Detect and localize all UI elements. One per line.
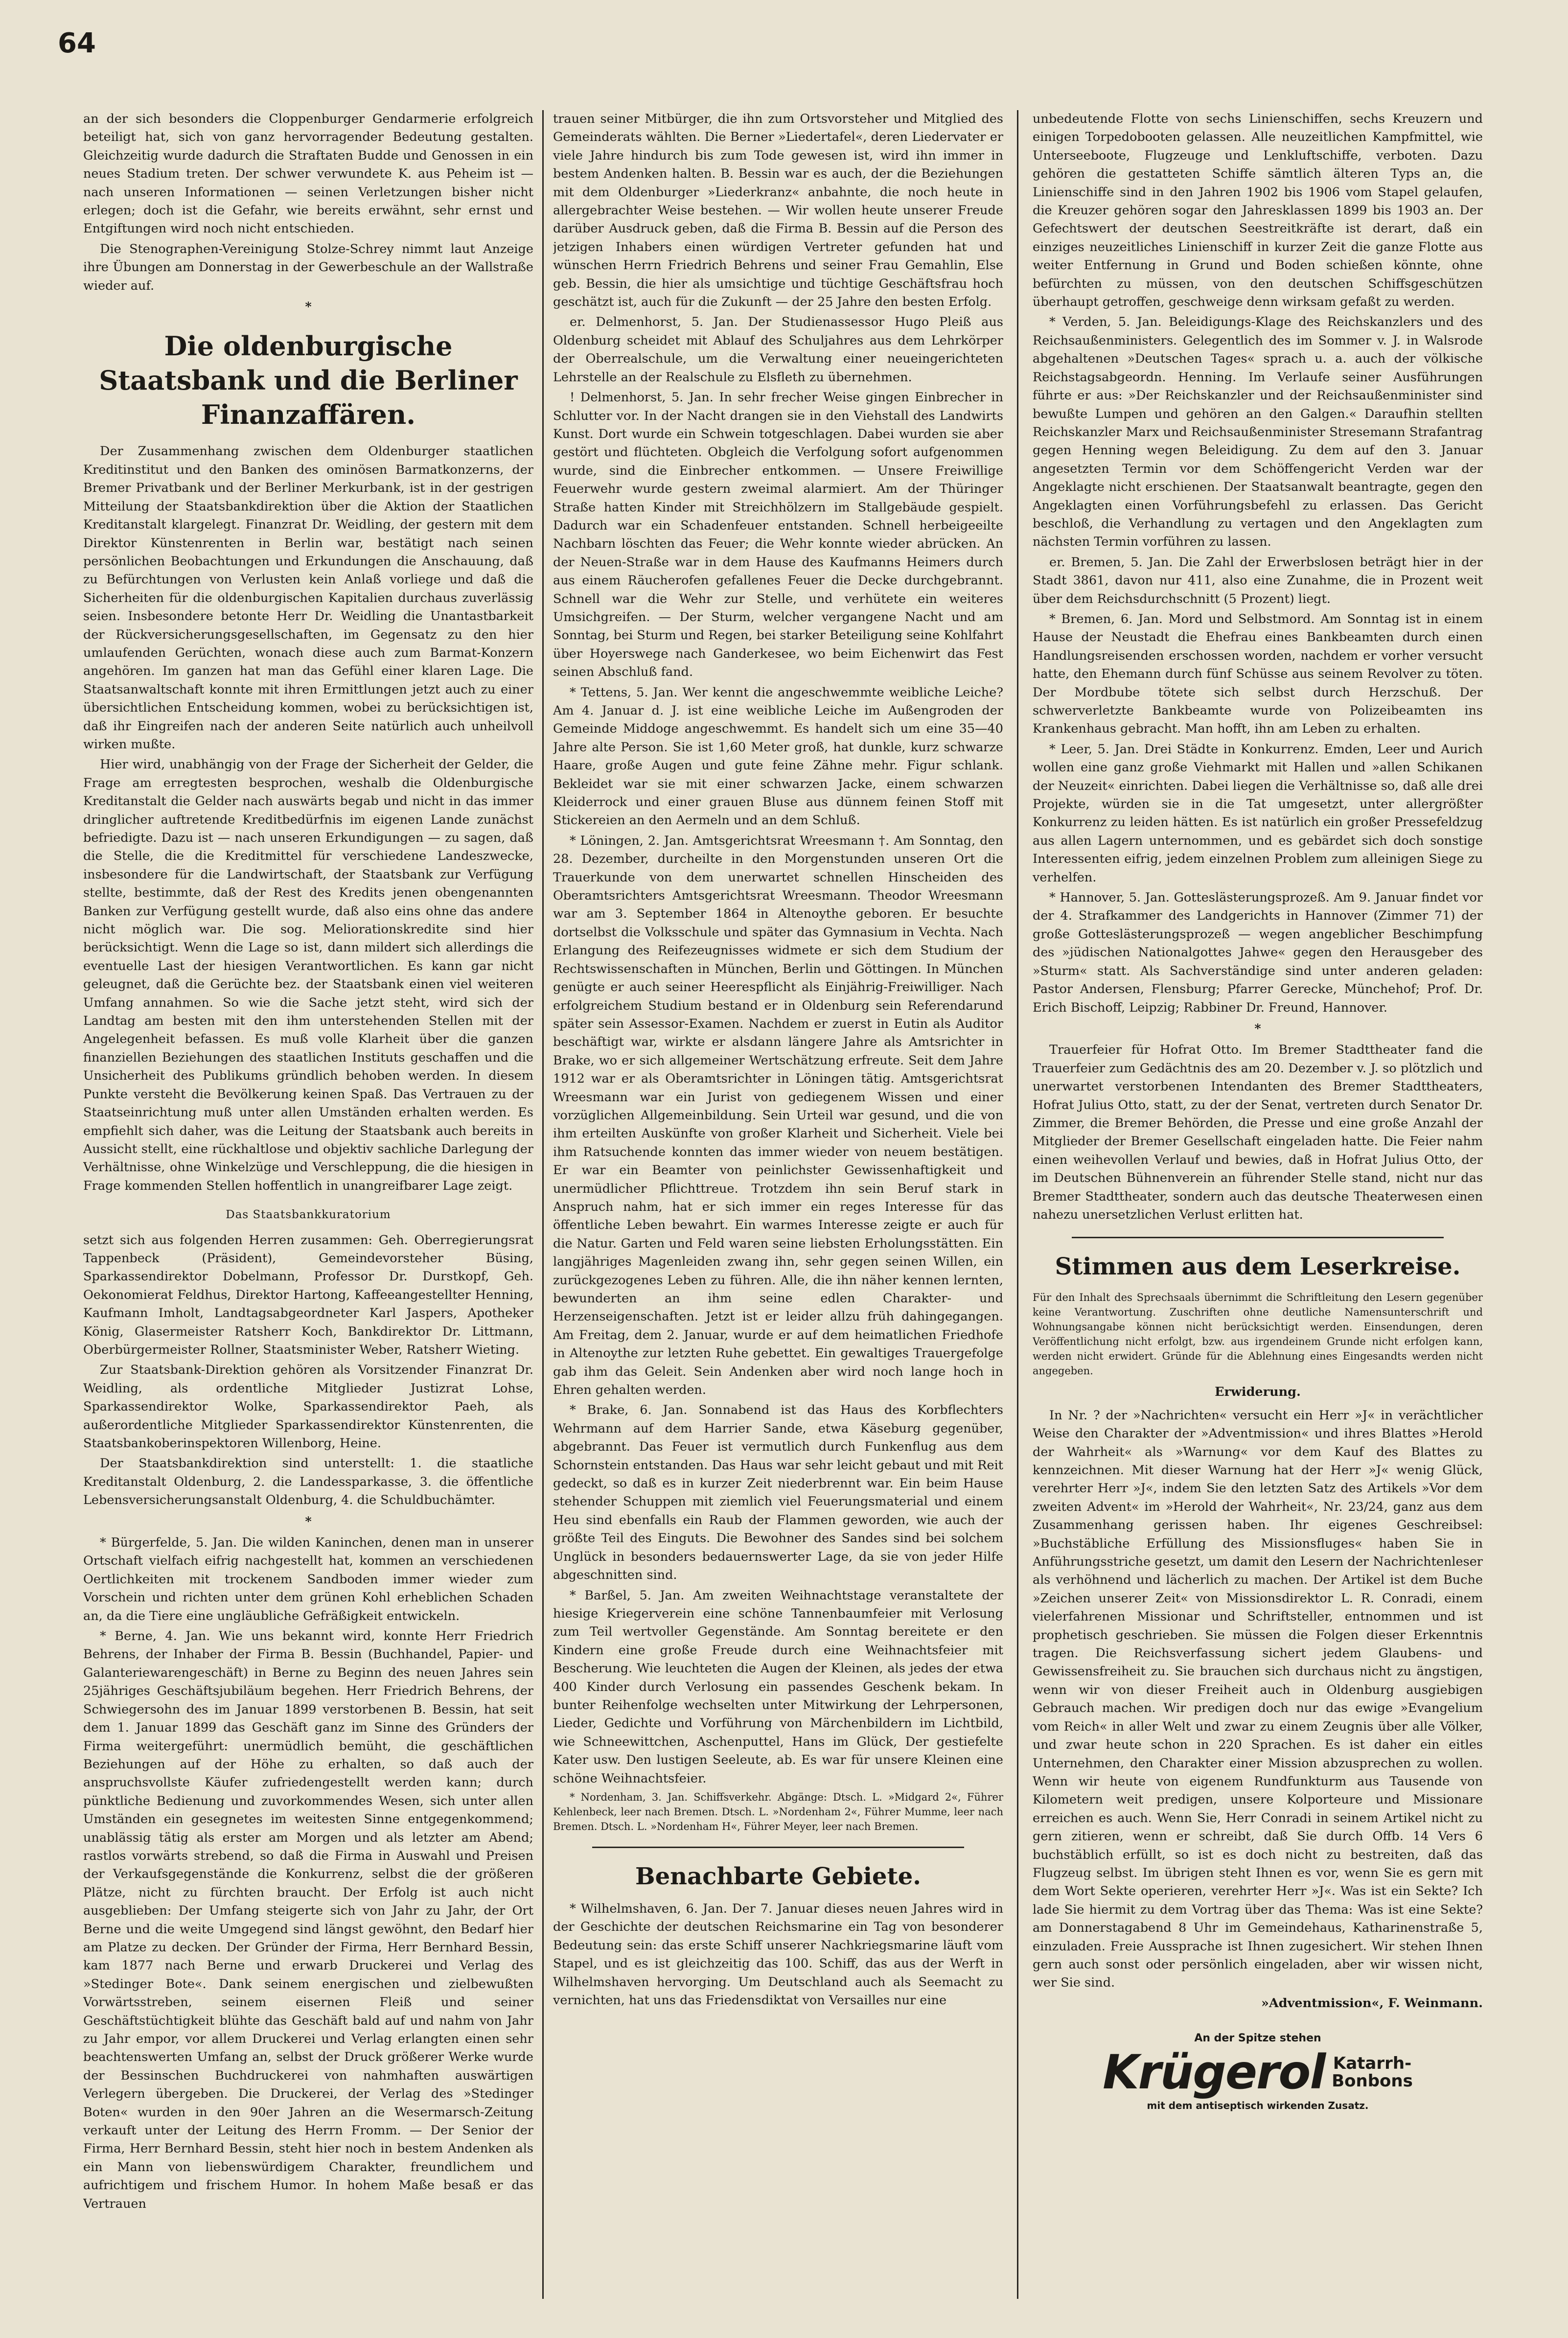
ad-product bbox=[1332, 2055, 1413, 2090]
news-item: * Bürgerfelde, 5. Jan. Die wilden Kaninchen, denen man in unserer Ortschaft vielfach eifrig nachgestellt hat, kommen an verschiedenen Oertlichkeiten mit trockenem Sandboden immer wieder zum Vorschein und richten unter dem grünen Kohl erheblichen Schaden an, da die Tiere eine ungläubliche Gefräßigkeit entwickeln. bbox=[83, 1535, 533, 1623]
separator-star: * bbox=[305, 300, 312, 315]
news-item: * Löningen, 2. Jan. Amtsgerichtsrat Wreesmann †. Am Sonntag, den 28. Dezember, durcheilte in den Morgenstunden unseren Ort die Trauerkunde von dem unerwartet schnellen Hinscheiden des Oberamtsrichters Amtsgerichtsrat Wreesmann. Theodor Wreesmann war am 3. September 1864 in Altenoythe geboren. Er besuchte dortselbst die Volksschule und später das Gymnasium in Vechta. Nach Erlangung des Reifezeugnisses widmete er sich dem Studium der Rechtswissenschaften in München, Berlin und Göttingen. In München genügte er auch seiner Heerespflicht als Einjährig-Freiwilliger. Nach erfolgreichem Studium bestand er in Oldenburg sein Referendarund später sein Assessor-Examen. Nachdem er zuerst in Eutin als Auditor beschäftigt war, wirkte er alsdann längere Jahre als Amtsrichter in Brake, wo er sich allgemeiner Wertschätzung erfreute. Seit dem Jahre 1912 war er als Oberamtsrichter in Löningen tätig. Amtsgerichtsrat Wreesmann war ein Jurist von gediegenem Wissen und einer vorzüglichen Allgemeinbildung. Sein Urteil war gesund, und die von ihm erteilten Auskünfte von großer Klarheit und Sicherheit. Viele bei ihm Ratsuchende konnten das immer wieder von neuem bestätigen. Er war ein Beamter von peinlichster Gewissenhaftigkeit und unermüdlicher Pflichttreue. Trotzdem ihn sein Beruf stark in Anspruch nahm, hat er sich immer ein reges Interesse für das öffentliche Leben bewahrt. Ein warmes Interesse zeigte er auch für die Natur. Garten und Feld waren seine liebsten Erholungsstätten. Ein langjähriges Magenleiden zwang ihn, sehr gegen seinen Willen, ein zurückgezogenes Leben zu führen. Alle, die ihn näher kennen lernten, bewunderten an ihm seine edlen Charakter- und Herzenseigenschaften. Jetzt ist er leider allzu früh dahingegangen. Am Freitag, dem 2. Januar, wurde er auf dem heimatlichen Friedhofe in Altenoythe zur letzten Ruhe gebettet. Ein gewaltiges Trauergefolge gab ihm das Geleit. Sein Andenken aber wird noch lange hoch in Ehren gehalten werden. bbox=[553, 833, 1003, 1398]
news-item: * Berne, 4. Jan. Wie uns bekannt wird, konnte Herr Friedrich Behrens, der Inhaber der Firma B. Bessin (Buchhandel, Papier- und Galanteriewarengeschäft) in Berne zu Beginn des neuen Jahres sein 25jähriges Geschäftsjubiläum begehen. Herr Friedrich Behrens, der Schwiegersohn des im Januar 1899 verstorbenen B. Bessin, hat seit dem 1. Januar 1899 das Geschäft ganz im Sinne des Gründers der Firma weitergeführt: unermüdlich bemüht, die geschäftlichen Beziehungen auf der Höhe zu erhalten, so daß auch der anspruchsvollste Käufer zufriedengestellt werden kann; durch pünktliche Bedienung und zuvorkommendes Wesen, sich unter allen Umständen ein gesegnetes im weitesten Sinne entgegenkommend; unablässig tätig als erster am Morgen und als letzter am Abend; rastlos vorwärts strebend, so daß die Firma in Auswahl und Preisen der Verkaufsgegenstände die Konkurrenz, selbst die der größeren Plätze, nicht zu fürchten braucht. Der Erfolg ist auch nicht ausgeblieben: Der Umfang steigerte sich von Jahr zu Jahr, der Ort Berne und die weite Umgegend sind längst gewöhnt, den Bedarf hier am Platze zu decken. Der Gründer der Firma, Herr Bernhard Bessin, kam 1877 nach Berne und erwarb Druckerei und Verlag des »Stedinger Bote«. Dank seinem energischen und zielbewußten Vorwärtsstreben, seinem eisernen Fleiß und seiner Geschäftstüchtigkeit blühte das Geschäft bald auf und nahm von Jahr zu Jahr empor, vor allem Druckerei und Verlag erlangten einen sehr beachtenswerten Umfang an, selbst der Druck größerer Werke wurde der Bessinschen Buchdruckerei von nahmhaften auswärtigen Verlegern übergeben. Die Druckerei, der Verlag des »Stedinger Boten« wurden in den 90er Jahren an die Wesermarsch-Zeitung verkauft unter der Leitung des Herrn Fromm. — Der Senior der Firma, Herr Bernhard Bessin, steht hier noch in bestem Andenken als ein Mann von liebenswürdigem Charakter, freundlichem und aufrichtigem und frischem Humor. In hohem Maße besaß er das Vertrauen bbox=[83, 1629, 533, 2211]
ad-product-line: Katarrh- bbox=[1333, 2053, 1412, 2073]
ad-brand-row bbox=[1101, 2044, 1414, 2100]
section-divider bbox=[592, 1847, 964, 1848]
letter-body: In Nr. ? der »Nachrichten« versucht ein Herr »J« in verächtlicher Weise den Charakter der »Adventmission« und ihres Blattes »Herold der Wahrheit« als »Warnung« vor dem Kauf des Blattes zu kennzeichnen. Mit dieser Warnung hat der Herr »J« wenig Glück, verehrter Herr »J«, indem Sie den letzten Satz des Artikels »Vor dem zweiten Advent« im »Herold der Wahrheit«, Nr. 23/24, ganz aus dem Zusammenhang gerissen haben. Ihr eigenes Geschreibsel: »Buchstäbliche Erfüllung des Missionsfluges« haben Sie in Anführungsstriche gesetzt, um damit den Lesern der Nachrichtenleser als verhöhnend und lächerlich zu machen. Der Artikel ist dem Buche »Zeichen unserer Zeit« von Missionsdirektor L. R. Conradi, einem vielerfahrenen Missionar und Schriftsteller, entnommen und ist prophetisch geschrieben. Sie müssen die Folgen dieser Erkenntnis tragen. Die Reichsverfassung sichert jedem Glaubens- und Gewissensfreiheit zu. Sie brauchen sich durchaus nicht zu ängstigen, wenn wir von dieser Freiheit auch in Oldenburg ausgiebigen Gebrauch machen. Wir predigen doch nur das ewige »Evangelium vom Reich« in aller Welt und zwar zu einem Zeugnis über alle Völker, und zwar heute schon in 220 Sprachen. Es ist daher ein eitles Unternehmen, den Charakter einer Mission abzusprechen zu wollen. Wenn wir heute von eigenem Rundfunkturm aus Tausende von Kilometern weit predigen, unsere Kolporteure und Missionare erreichen es auch. Wenn Sie, Herr Conradi in seinem Artikel nicht zu gern zitieren, wenn er schreibt, daß Sie durch Offb. 14 Vers 6 buchstäblich erfüllt, so ist es doch nicht zu bestreiten, daß das Flugzeug selbst. Im übrigen steht Ihnen es vor, wenn Sie es gern mit dem Wort Sekte operieren, verehrter Herr »J«. Was ist ein Sekte? Ich lade Sie hiermit zu dem Vortrag über das Thema: Was ist eine Sekte? am Donnerstagabend 8 Uhr im Gemeindehaus, Katharinenstraße 5, einzuladen. Freie Aussprache ist Ihnen zugesichert. Wir stehen Ihnen gern auch sonst oder persönlich eingeladen, aber wir wissen nicht, wer Sie sind. bbox=[1033, 1408, 1483, 1991]
news-item: * Leer, 5. Jan. Drei Städte in Konkurrenz. Emden, Leer und Aurich wollen eine ganz große Viehmarkt mit Hallen und »allen Schikanen der Neuzeit« einrichten. Dabei liegen die Verhältnisse so, daß alle drei Projekte, würden sie in die Tat umgesetzt, unter allergrößter Konkurrenz zu leiden hätten. Es ist natürlich ein großer Pressefeldzug aus allen Lagern unternommen, und es gebärdet sich doch sonstige Interessenten eifrig, jedem einzelnen Problem zum alleinigen Siege zu verhelfen. bbox=[1033, 741, 1483, 885]
disclaimer: Für den Inhalt des Sprechsaals übernimmt die Schriftleitung den Lesern gegenüber keine Verantwortung. Zuschriften ohne deutliche Namensunterschrift und Wohnungsangabe können nicht berücksichtigt werden. Einsendungen, deren Veröffentlichung nicht erfolgt, bzw. aus irgendeinem Grunde nicht erfolgen kann, werden nicht erwidert. Gründe für die Ablehnung eines Eingesandts werden nicht angegeben. bbox=[1033, 1292, 1483, 1377]
column-rule bbox=[542, 110, 544, 2299]
section-divider bbox=[1072, 1237, 1444, 1238]
column-rule bbox=[1017, 110, 1018, 2299]
news-item: ! Delmenhorst, 5. Jan. In sehr frecher Weise gingen Einbrecher in Schlutter vor. In der Nacht drangen sie in den Viehstall des Landwirts Kunst. Dort wurde ein Schwein totgeschlagen. Dabei wurden sie aber gestört und flüchteten. Obgleich die Verfolgung sofort aufgenommen wurde, sind die Einbrecher entkommen. — Unsere Freiwillige Feuerwehr wurde gestern zweimal alarmiert. Am der Thüringer Straße hatten Kinder mit Streichhölzern im Stallgebäude gespielt. Dadurch war ein Schadenfeuer entstanden. Schnell herbeigeeilte Nachbarn löschten das Feuer; die Wehr konnte wieder abrücken. An der Neuen-Straße war in dem Hause des Kaufmanns Heimers durch aus einem Räucherofen gefallenes Feuer die Decke durchgebrannt. Schnell war die Wehr zur Stelle, und verhütete ein weiteres Umsichgreifen. — Der Sturm, welcher vergangene Nacht und am Sonntag, bei Sturm und Regen, bei starker Beteiligung seine Kohlfahrt über Hoyerswege nach Ganderkesee, wo beim Eichenwirt das Fest seinen Abschluß fand. bbox=[553, 390, 1003, 680]
news-item: * Nordenham, 3. Jan. Schiffsverkehr. Abgänge: Dtsch. L. »Midgard 2«, Führer Kehlenbeck, leer nach Bremen. Dtsch. L. »Nordenham 2«, Führer Mumme, leer nach Bremen. Dtsch. L. »Nordenham H«, Führer Meyer, leer nach Bremen. bbox=[553, 1791, 1003, 1832]
news-item: er. Delmenhorst, 5. Jan. Der Studienassessor Hugo Pleiß aus Oldenburg scheidet mit Ablauf des Schuljahres aus dem Lehrkörper der Oberrealschule, um die Verwaltung einer neueingerichteten Lehrstelle an der Realschule zu Elsfleth zu übernehmen. bbox=[553, 315, 1003, 385]
letter-signature: »Adventmission«, F. Weinmann. bbox=[1261, 1995, 1483, 2011]
article-paragraph: Der Staatsbankdirektion sind unterstellt: 1. die staatliche Kreditanstalt Oldenburg, 2. die Landessparkasse, 3. die öffentliche Lebensversicherungsanstalt Oldenburg, 4. die Schuldbuchämter. bbox=[83, 1456, 533, 1508]
article-paragraph: Zur Staatsbank-Direktion gehören als Vorsitzender Finanzrat Dr. Weidling, als ordentliche Mitglieder Justizrat Lohse, Sparkassendirektor Wolke, Sparkassendirektor Paeh, als außerordentliche Mitglieder Sparkassendirektor Künstenrenten, die Staatsbankoberinspektoren Willenborg, Heine. bbox=[83, 1363, 533, 1451]
news-item: * Hannover, 5. Jan. Gotteslästerungsprozeß. Am 9. Januar findet vor der 4. Strafkammer des Landgerichts in Hannover (Zimmer 71) der große Gotteslästerungsprozeß — wegen angeblicher Beschimpfung des »jüdischen Nationalgottes Jahwe« gegen den Herausgeber des »Sturm« statt. Als Sachverständige sind unter anderen geladen: Pastor Andersen, Flensburg; Pfarrer Gerecke, Münchehof; Prof. Dr. Erich Bischoff, Leipzig; Rabbiner Dr. Freund, Hannover. bbox=[1033, 890, 1483, 1015]
notice-paragraph: Die Stenographen-Vereinigung Stolze-Schrey nimmt laut Anzeige ihre Übungen am Donnerstag in der Gewerbeschule an der Wallstraße wieder auf. bbox=[83, 241, 533, 293]
news-item: * Bremen, 6. Jan. Mord und Selbstmord. Am Sonntag ist in einem Hause der Neustadt die Ehefrau eines Bankbeamten durch einen Handlungsreisenden erschossen worden, nachdem er vorher versucht hatte, den Ehemann durch fünf Schüsse aus seinem Revolver zu töten. Der Mordbube tötete sich selbst durch Herzschuß. Der schwerverletzte Bankbeamte wurde von Polizeibeamten ins Krankenhaus gebracht. Man hofft, ihn am Leben zu erhalten. bbox=[1033, 611, 1483, 737]
article-paragraph: an der sich besonders die Cloppenburger Gendarmerie erfolgreich beteiligt hat, sich von ganz hervorragender Bedeutung gestalten. Gleichzeitig wurde dadurch die Straftaten Budde und Genossen in ein neues Stadium treten. Der schwer verwundete K. aus Peheim ist — nach unseren Informationen — seinen Verletzungen bisher nicht erlegen; doch ist die Gefahr, wie bereits erwähnt, sehr ernst und Entgiftungen wird noch nicht entschieden. bbox=[83, 112, 533, 236]
article-paragraph: trauen seiner Mitbürger, die ihn zum Ortsvorsteher und Mitglied des Gemeinderats wählten. Die Berner »Liedertafel«, deren Liedervater er viele Jahre hindurch bis zum Tode gewesen ist, wird ihn immer in bestem Andenken halten. B. Bessin war es auch, der die Beziehungen mit dem Oldenburger »Liederkranz« anbahnte, die noch heute in allergebrachter Weise bestehen. — Wir wollen heute unserer Freude darüber Ausdruck geben, daß die Firma B. Bessin auf die Person des jetzigen Inhabers einen würdigen Vertreter gefunden hat und wünschen Herrn Friedrich Behrens und seiner Frau Gemahlin, Else geb. Bessin, die hier als umsichtige und tüchtige Geschäftsfrau hoch geschätzt ist, auch für die Zukunft — der 25 Jahre den besten Erfolg. bbox=[553, 112, 1003, 310]
separator-star: * bbox=[1254, 1021, 1261, 1036]
column-1 bbox=[83, 110, 533, 2309]
news-item: er. Bremen, 5. Jan. Die Zahl der Erwerbslosen beträgt hier in der Stadt 3861, davon nur 411, also eine Zunahme, die in Prozent weit über dem Reichsdurchschnitt (5 Prozent) liegt. bbox=[1033, 555, 1483, 606]
advertisement-kruegerol bbox=[1101, 2029, 1414, 2115]
ad-brand-name: Krügerol bbox=[1103, 2044, 1325, 2100]
headline-leserkreise: Stimmen aus dem Leserkreise. bbox=[1055, 1253, 1461, 1281]
news-item: * Wilhelmshaven, 6. Jan. Der 7. Januar dieses neuen Jahres wird in der Geschichte der deutschen Reichsmarine ein Tag von besonderer Bedeutung sein: das erste Schiff unserer Nachkriegsmarine läuft vom Stapel, und es ist gleichzeitig das 100. Schiff, das aus der Werft in Wilhelmshaven hervorging. Um Deutschland auch als Seemacht zu vernichten, hat uns das Friedensdiktat von Versailles nur eine bbox=[553, 1901, 1003, 2008]
headline-benachbarte-gebiete: Benachbarte Gebiete. bbox=[635, 1862, 921, 1890]
news-item: * Brake, 6. Jan. Sonnabend ist das Haus des Korbflechters Wehrmann auf dem Harrier Sande, etwa Käseburg gegenüber, abgebrannt. Das Feuer ist vermutlich durch Funkenflug aus dem Schornstein entstanden. Das Haus war sehr leicht gebaut und mit Reit gedeckt, so daß es in kurzer Zeit niederbrennt war. Ein beim Hause stehender Schuppen mit ziemlich viel Feuerungsmaterial und einem Heu sind ebenfalls ein Raub der Flammen geworden, wie auch der größte Teil des Einguts. Die Bewohner des Sandes sind bei solchem Unglück in besonders bedauernswerter Lage, da sie von jeder Hilfe abgeschnitten sind. bbox=[553, 1403, 1003, 1583]
article-paragraph: Hier wird, unabhängig von der Frage der Sicherheit der Gelder, die Frage am erregtesten besprochen, weshalb die Oldenburgische Kreditanstalt die Gelder nach auswärts begab und nicht in das immer dringlicher auftretende Kreditbedürfnis im eigenen Lande zunächst befriedigte. Dazu ist — nach unseren Erkundigungen — zu sagen, daß die Stelle, die die Kreditmittel für verschiedene Landeszwecke, insbesondere für die Landwirtschaft, der Staatsbank zur Verfügung stellte, bestimmte, daß der Rest des Kredits jenen obengenannten Banken zur Verfügung gestellt wurde, daß also eins ohne das andere nicht möglich war. Die sog. Meliorationskredite sind hier berücksichtigt. Wenn die Lage so ist, dann mildert sich allerdings die eventuelle Last der hiesigen Verantwortlichen. Es kann gar nicht geleugnet, daß die Gerüchte bez. der Staatsbank einen viel weiteren Umfang annahmen. So wie die Sache jetzt steht, wird sich der Landtag am besten mit den ihm unterstehenden Stellen mit der Angelegenheit befassen. Es muß volle Klarheit über die ganzen finanziellen Beziehungen des staatlichen Instituts geschaffen und die Unsicherheit des Publikums gründlich behoben werden. In diesem Punkte versteht die Bevölkerung keinen Spaß. Das Vertrauen zu der Staatseinrichtung muß unter allen Umständen erhalten werden. Es empfiehlt sich daher, was die Leitung der Staatsbank auch bereits in Aussicht stellt, eine rückhaltlose und objektiv sachliche Darlegung der Verhältnisse, ohne Winkelzüge und Verschleppung, die die hiesigen in Frage kommenden Stellen hoffentlich in unangreifbarer Lage zeigt. bbox=[83, 757, 533, 1193]
subhead-erwiderung: Erwiderung. bbox=[1215, 1385, 1301, 1400]
ad-product-line: Bonbons bbox=[1332, 2071, 1413, 2091]
separator-star: * bbox=[305, 1514, 312, 1529]
ad-tagline: An der Spitze stehen bbox=[1194, 2032, 1321, 2045]
news-item: * Barßel, 5. Jan. Am zweiten Weihnachtstage veranstaltete der hiesige Kriegerverein eine schöne Tannenbaumfeier mit Verlosung zum Teil wertvoller Gegenstände. Am Sonntag bereitete er den Kindern eine große Freude durch eine Weihnachtsfeier mit Bescherung. Wie leuchteten die Augen der Kleinen, als jedes der etwa 400 Kinder durch Verlosung ein passendes Geschenk bekam. In bunter Reihenfolge wechselten unter Mitwirkung der Lehrpersonen, Lieder, Gedichte und Vorführung von Märchenbildern im Lichtbild, wie Schneewittchen, Aschenputtel, Hans im Glück, Der gestiefelte Kater usw. Den lustigen Seeleute, ab. Es war für unsere Kleinen eine schöne Weihnachtsfeier. bbox=[553, 1588, 1003, 1786]
ad-footer: mit dem antiseptisch wirkenden Zusatz. bbox=[1147, 2099, 1369, 2111]
column-2 bbox=[553, 110, 1003, 2309]
headline-staatsbank: Die oldenburgische Staatsbank und die Berliner Finanzaffären. bbox=[99, 330, 518, 431]
article-paragraph: Der Zusammenhang zwischen dem Oldenburger staatlichen Kreditinstitut und den Banken des ominösen Barmatkonzerns, der Bremer Privatbank und der Berliner Merkurbank, ist in der gestrigen Mitteilung der Staatsbankdirektion über die Aktion der Staatlichen Kreditanstalt klargelegt. Finanzrat Dr. Weidling, der gestern mit dem Direktor Künstenrenten in Berlin war, bestätigt nach seinen persönlichen Beobachtungen und Erkundungen die Anschauung, daß zu Befürchtungen von Verlusten kein Anlaß vorliege und daß die Sicherheiten für die oldenburgischen Kapitalien durchaus zuverlässig seien. Insbesondere betonte Herr Dr. Weidling die Unantastbarkeit der Rückversicherungsgesellschaften, im Gegensatz zu den hier umlaufenden Gerüchten, wonach diese auch zum Barmat-Konzern angehören. Im ganzen hat man das Gefühl einer klaren Lage. Die Staatsanwaltschaft konnte mit ihren Ermittlungen jetzt auch zu einer übersichtlichen Entscheidung kommen, wobei zu berücksichtigen ist, daß ihr Eingreifen nach der anderen Seite natürlich auch unheilvoll wirken mußte. bbox=[83, 444, 533, 752]
article-paragraph: setzt sich aus folgenden Herren zusammen: Geh. Oberregierungsrat Tappenbeck (Präsident), Gemeindevorsteher Büsing, Sparkassendirektor Dobelmann, Professor Dr. Durstkopf, Geh. Oekonomierat Feldhus, Direktor Hartong, Kaffeeangestellter Henning, Kaufmann Imholt, Landtagsabgeordneter Karl Jaspers, Apotheker König, Glasermeister Ratsherr Koch, Bankdirektor Dr. Littmann, Oberbürgermeister Rollner, Staatsminister Weber, Ratsherr Wieting. bbox=[83, 1232, 533, 1357]
article-paragraph: unbedeutende Flotte von sechs Linienschiffen, sechs Kreuzern und einigen Torpedobooten gelassen. Alle neuzeitlichen Kampfmittel, wie Unterseeboote, Flugzeuge und Lenkluftschiffe, verboten. Dazu gehören die gestatteten Schiffe sämtlich älteren Typs an, die Linienschiffe sind in den Jahren 1902 bis 1906 vom Stapel gelaufen, die Kreuzer gehören sogar den Jahresklassen 1899 bis 1903 an. Der Gefechtswert der deutschen Seestreitkräfte ist derart, daß ein einziges neuzeitliches Linienschiff in kurzer Zeit die ganze Flotte aus weiter Entfernung in Grund und Boden schießen könnte, ohne befürchten zu müssen, von den deutschen Schiffsgeschützen überhaupt getroffen, geschweige denn wirksam gefaßt zu werden. bbox=[1033, 112, 1483, 310]
page-number: 64 bbox=[58, 27, 96, 59]
news-item: Trauerfeier für Hofrat Otto. Im Bremer Stadttheater fand die Trauerfeier zum Gedächtnis des am 20. Dezember v. J. so plötzlich und unerwartet verstorbenen Intendanten des Bremer Stadttheaters, Hofrat Julius Otto, statt, zu der der Senat, vertreten durch Senator Dr. Zimmer, die Bremer Behörden, die Presse und eine große Anzahl der Mitglieder der Bremer Gesellschaft eingeladen hatte. Die Feier nahm einen weihevollen Verlauf und bewies, daß in Hofrat Julius Otto, der im Deutschen Bühnenverein an führender Stelle stand, nicht nur das Bremer Stadttheater, sondern auch das deutsche Theaterwesen einen nahezu unersetzlichen Verlust erlitten hat. bbox=[1033, 1042, 1483, 1222]
column-3 bbox=[1033, 110, 1483, 2309]
news-item: * Tettens, 5. Jan. Wer kennt die angeschwemmte weibliche Leiche? Am 4. Januar d. J. ist eine weibliche Leiche im Außengroden der Gemeinde Middoge angeschwemmt. Es handelt sich um eine 35—40 Jahre alte Person. Sie ist 1,60 Meter groß, hat dunkle, kurz schwarze Haare, große Augen und gute feine Zähne mehr. Figur schlank. Bekleidet war sie mit einer schwarzen Jacke, einem schwarzen Kleiderrock und einer grauen Bluse aus dünnem feinen Stoff mit Stickereien an den Aermeln und an dem Schluß. bbox=[553, 685, 1003, 828]
subhead-kuratorium: Das Staatsbankkuratorium bbox=[226, 1208, 391, 1222]
news-item: * Verden, 5. Jan. Beleidigungs-Klage des Reichskanzlers und des Reichsaußenministers. Gelegentlich des im Sommer v. J. in Walsrode abgehaltenen »Deutschen Tages« sprach u. a. auch der völkische Reichstagsabgeordn. Henning. Im Verlaufe seiner Ausführungen führte er aus: »Der Reichskanzler und der Reichsaußenminister sind bewußte Lumpen und gehören an den Galgen.« Daraufhin stellten Reichskanzler Marx und Reichsaußenminister Stresemann Strafantrag gegen Henning wegen Beleidigung. Zu dem auf den 3. Januar angesetzten Termin vor dem Schöffengericht Verden war der Angeklagte nicht erschienen. Der Staatsanwalt beantragte, gegen den Angeklagten einen Vorführungsbefehl zu erlassen. Das Gericht beschloß, die Verhandlung zu vertagen und den Angeklagten zum nächsten Termin vorführen zu lassen. bbox=[1033, 315, 1483, 550]
